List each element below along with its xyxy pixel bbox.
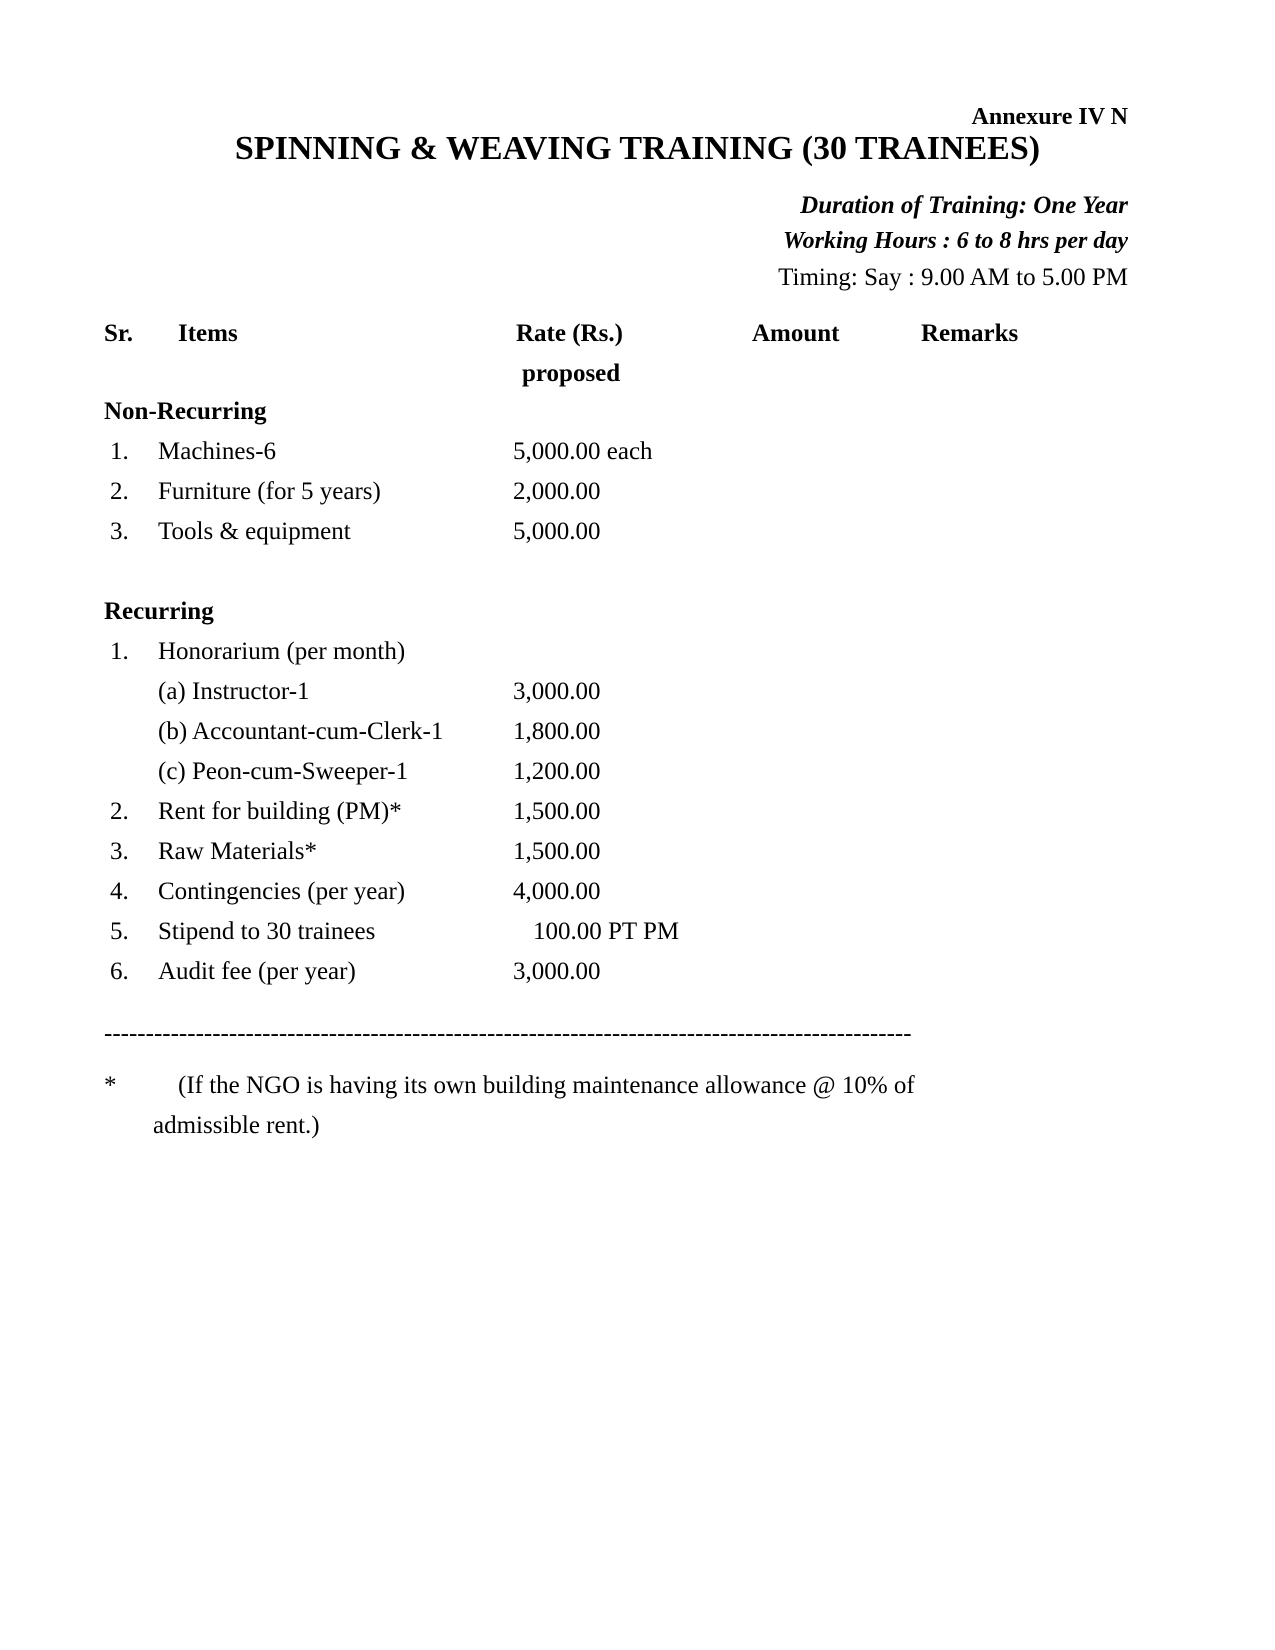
row-item: Furniture (for 5 years) (158, 478, 381, 505)
row-rate: 2,000.00 (513, 478, 601, 505)
column-header-rate: Rate (Rs.) (516, 320, 623, 347)
row-rate: 100.00 PT PM (533, 918, 680, 945)
row-item: Raw Materials* (158, 838, 317, 865)
working-hours: Working Hours : 6 to 8 hrs per day (783, 228, 1128, 254)
dashed-divider: ------------------------------------------------------------------------------------------------- (104, 1020, 912, 1047)
column-header-sr: Sr. (104, 320, 133, 347)
row-rate: 5,000.00 (513, 518, 601, 545)
row-rate: 1,200.00 (513, 758, 601, 785)
row-number: 5. (110, 918, 129, 945)
row-number: 1. (110, 438, 129, 465)
row-number: 3. (110, 838, 129, 865)
row-number: 6. (110, 958, 129, 985)
row-number: 2. (110, 798, 129, 825)
row-rate: 4,000.00 (513, 878, 601, 905)
row-item: Audit fee (per year) (158, 958, 356, 985)
row-item: Contingencies (per year) (158, 878, 406, 905)
row-sub-item: (c) Peon-cum-Sweeper-1 (158, 758, 409, 785)
column-header-amount: Amount (752, 320, 840, 347)
footnote-text: (If the NGO is having its own building maintenance allowance @ 10% of (178, 1072, 915, 1099)
row-number: 4. (110, 878, 129, 905)
row-number: 2. (110, 478, 129, 505)
row-rate: 3,000.00 (513, 678, 601, 705)
footnote-text-continued: admissible rent.) (153, 1112, 320, 1139)
row-rate: 3,000.00 (513, 958, 601, 985)
row-rate: 1,800.00 (513, 718, 601, 745)
annexure-label: Annexure IV N (971, 104, 1128, 130)
row-item: Tools & equipment (158, 518, 351, 545)
row-item: Rent for building (PM)* (158, 798, 402, 825)
row-rate: 1,500.00 (513, 838, 601, 865)
footnote-marker: * (104, 1072, 117, 1099)
row-rate: 5,000.00 each (513, 438, 653, 465)
row-rate: 1,500.00 (513, 798, 601, 825)
section-heading-recurring: Recurring (104, 598, 214, 625)
row-item: Machines-6 (158, 438, 277, 465)
row-number: 3. (110, 518, 129, 545)
row-item: Stipend to 30 trainees (158, 918, 376, 945)
row-number: 1. (110, 638, 129, 665)
column-header-rate-sub: proposed (522, 360, 621, 387)
document-title: SPINNING & WEAVING TRAINING (30 TRAINEES) (234, 130, 1041, 167)
row-sub-item: (a) Instructor-1 (158, 678, 310, 705)
training-timing: Timing: Say : 9.00 AM to 5.00 PM (778, 264, 1128, 291)
row-sub-item: (b) Accountant-cum-Clerk-1 (158, 718, 444, 745)
column-header-items: Items (178, 320, 238, 347)
section-heading-non-recurring: Non-Recurring (104, 398, 267, 425)
column-header-remarks: Remarks (921, 320, 1019, 347)
row-item: Honorarium (per month) (158, 638, 406, 665)
training-duration: Duration of Training: One Year (800, 192, 1128, 219)
